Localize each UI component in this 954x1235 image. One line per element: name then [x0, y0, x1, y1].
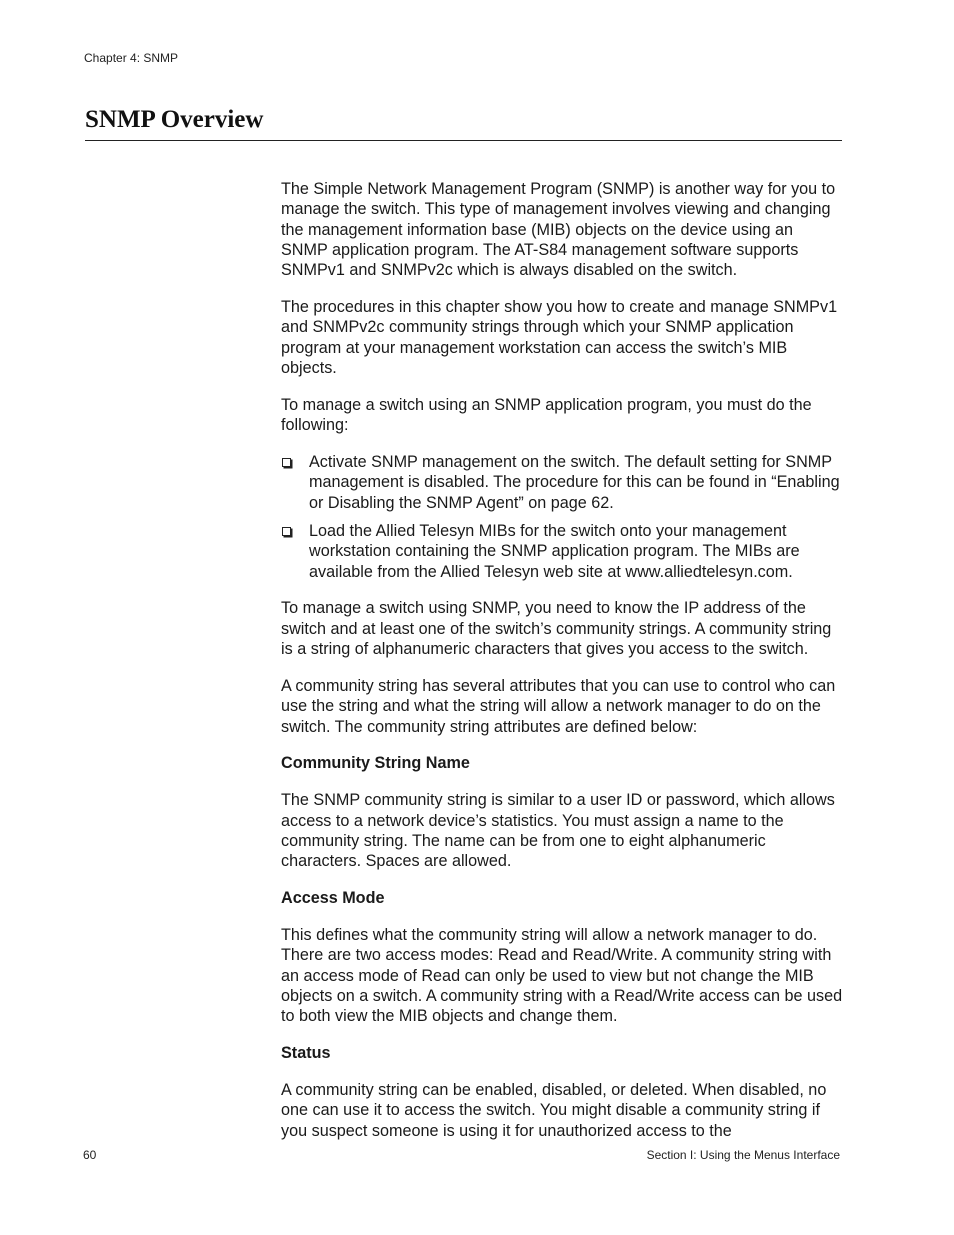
paragraph-ip-address: To manage a switch using SNMP, you need to know the IP address of the switch and at least one of the switch’s community strings. A community string is a string of alphanumeric characters that gives you access to the switch.	[281, 599, 832, 659]
attribute-access-mode	[281, 888, 843, 1026]
title-rule	[85, 140, 842, 141]
page-number: 60	[83, 1148, 97, 1162]
attribute-heading: Access Mode	[281, 889, 385, 908]
attribute-heading: Community String Name	[281, 754, 470, 773]
list-item-text: Activate SNMP management on the switch. The default setting for SNMP management is disabled. The procedure for this can be found in “Enabling or Disabling the SNMP Agent” on page 62.	[309, 453, 840, 512]
paragraph-procedures: The procedures in this chapter show you how to create and manage SNMPv1 and SNMPv2c community strings through which your SNMP application program at your management workstation can access the switch’s MIB objects.	[281, 298, 838, 377]
body-column	[281, 179, 843, 1157]
running-header: Chapter 4: SNMP	[84, 51, 179, 65]
paragraph-requirements: To manage a switch using an SNMP application program, you must do the following:	[281, 395, 812, 435]
attribute-text: This defines what the community string will allow a network manager to do. There are two access modes: Read and Read/Write. A community string with an access mode of Read can only be used to view but not change the MIB objects on a switch. A community string with a Read/Write access can be used to both view the MIB objects and change them.	[281, 925, 843, 1026]
paragraph-attributes: A community string has several attributes that you can use to control who can use the string and what the string will allow a network manager to do on the switch. The community string attributes are defined below:	[281, 676, 836, 736]
bullet-list	[281, 452, 843, 582]
footer-section: Section I: Using the Menus Interface	[646, 1148, 840, 1162]
attribute-text: The SNMP community string is similar to a user ID or password, which allows access to a network device’s statistics. You must assign a name to the community string. The name can be from one to eight alphanumeric characters. Spaces are allowed.	[281, 791, 835, 871]
page-title: SNMP Overview	[85, 106, 264, 133]
attribute-heading: Status	[281, 1044, 331, 1063]
checkbox-bullet-icon	[282, 458, 291, 467]
list-item	[281, 521, 843, 582]
paragraph-intro: The Simple Network Management Program (SNMP) is another way for you to manage the switch. This type of management involves viewing and changing the management information base (MIB) objects on the device using an SNMP application program. The AT-S84 management software supports SNMPv1 and SNMPv2c which is always disabled on the switch.	[281, 180, 836, 280]
attribute-text: A community string can be enabled, disabled, or deleted. When disabled, no one can use it to access the switch. You might disable a community string if you suspect someone is using it for unauthorized access to the	[281, 1080, 827, 1140]
list-item-text: Load the Allied Telesyn MIBs for the switch onto your management workstation containing the SNMP application program. The MIBs are available from the Allied Telesyn web site at www.alliedtelesyn.com.	[309, 521, 800, 581]
list-item	[281, 452, 843, 513]
attribute-status	[281, 1043, 843, 1141]
attribute-community-string-name	[281, 753, 843, 871]
checkbox-bullet-icon	[282, 527, 291, 536]
